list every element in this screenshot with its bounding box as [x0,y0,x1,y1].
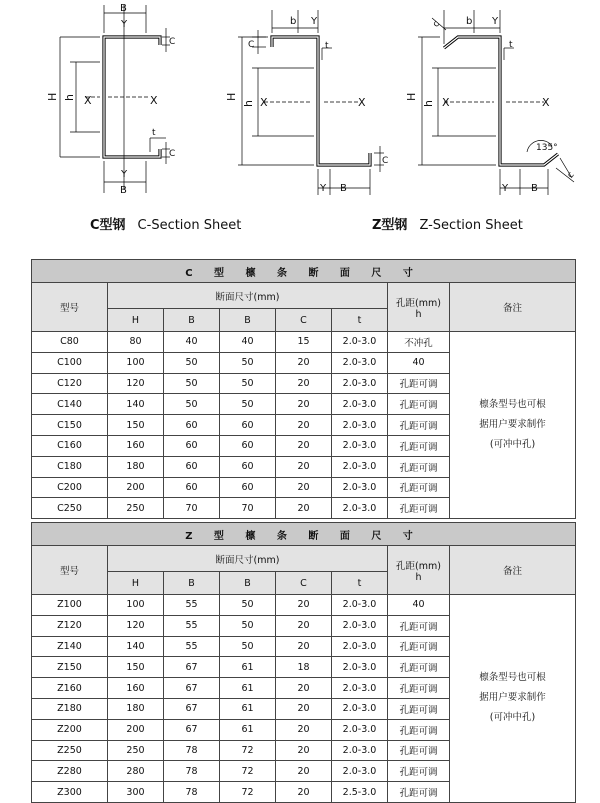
cell: 20 [276,678,332,699]
cell: 78 [164,782,220,803]
cell: 20 [276,456,332,477]
z-label-y-bottom: Y [320,183,327,194]
cell: 78 [164,740,220,761]
c-label-y-top: Y [121,19,128,30]
z-sub-header: H [108,572,164,595]
cell: C100 [32,352,108,373]
cell: 50 [220,636,276,657]
z2-label-h-upper: H [405,92,418,101]
z2-label-x-right: X [542,96,550,109]
cell: 2.0-3.0 [332,740,388,761]
cell: 200 [108,477,164,498]
cell: 72 [220,740,276,761]
cell: 250 [108,740,164,761]
c-label-x-right: X [150,94,158,107]
c-section-table [31,259,576,519]
cell: 100 [108,352,164,373]
cell: 2.0-3.0 [332,394,388,415]
cell: 2.0-3.0 [332,332,388,353]
cell: C180 [32,456,108,477]
z-label-t: t [325,41,329,51]
cell: 孔距可调 [388,415,450,436]
cell: 50 [220,373,276,394]
note-line: 据用户要求制作 [479,692,546,704]
cell: 孔距可调 [388,394,450,415]
z2-label-angle: 135° [536,143,558,153]
cell: 50 [164,352,220,373]
z-sub-header: B [164,572,220,595]
z2-label-y-bottom: Y [502,183,509,194]
cell: Z280 [32,761,108,782]
cell: 70 [220,498,276,519]
cell: 18 [276,657,332,678]
z2-label-b: b [466,16,473,27]
cell: 60 [164,477,220,498]
cell: 2.0-3.0 [332,595,388,616]
c-caption-en: C-Section Sheet [137,218,242,233]
cell: 20 [276,498,332,519]
cell: 20 [276,782,332,803]
cell: 20 [276,615,332,636]
cell: 61 [220,698,276,719]
cell: 100 [108,595,164,616]
z-col-hole-label: 孔距(mm) [396,560,441,572]
cell: 20 [276,394,332,415]
cell: 60 [220,415,276,436]
z-col-hole [388,546,450,595]
c-label-x-left: X [84,94,92,107]
cell: 2.0-3.0 [332,415,388,436]
cell: 50 [220,394,276,415]
cell: 不冲孔 [388,332,450,353]
cell: 67 [164,719,220,740]
table-row [32,595,576,616]
c-col-hole-label: 孔距(mm) [396,297,441,309]
cell: 78 [164,761,220,782]
z-sub-header: B [220,572,276,595]
cell: 20 [276,698,332,719]
cell: 55 [164,595,220,616]
cell: 2.0-3.0 [332,719,388,740]
cell: Z150 [32,657,108,678]
cell: C160 [32,435,108,456]
cell: Z140 [32,636,108,657]
cell: 60 [220,435,276,456]
cell: 61 [220,657,276,678]
z-label-c-top: C [248,40,255,50]
cell: 61 [220,678,276,699]
z2-label-y-top: Y [492,16,499,27]
c-sub-header: B [164,309,220,332]
cell: 40 [220,332,276,353]
c-sub-header: C [276,309,332,332]
cell: 孔距可调 [388,761,450,782]
cell: 67 [164,657,220,678]
cell: 50 [164,373,220,394]
cell: C120 [32,373,108,394]
cell: 40 [164,332,220,353]
c-col-hole-sub: h [415,308,422,320]
cell: 2.0-3.0 [332,636,388,657]
z-label-x-left: X [260,96,268,109]
cell: 120 [108,373,164,394]
z-table-note [450,595,576,803]
cell: 孔距可调 [388,657,450,678]
z-label-h-upper: H [225,92,238,101]
cell: Z180 [32,698,108,719]
z-sub-header: C [276,572,332,595]
z-col-section: 断面尺寸(mm) [108,546,388,572]
z2-label-h-lower: h [422,100,435,107]
cell: 20 [276,719,332,740]
c-sub-header: H [108,309,164,332]
cell: 孔距可调 [388,456,450,477]
z2-label-t: t [509,40,513,50]
cell: Z160 [32,678,108,699]
z-label-x-right: X [358,96,366,109]
cell: 孔距可调 [388,636,450,657]
c-section-caption [90,214,241,233]
cell: 2.0-3.0 [332,498,388,519]
cell: 孔距可调 [388,477,450,498]
cell: 孔距可调 [388,678,450,699]
cell: 2.0-3.0 [332,373,388,394]
cell: 2.5-3.0 [332,782,388,803]
cell: C200 [32,477,108,498]
section-diagrams [0,0,600,245]
cell: 20 [276,435,332,456]
cell: 孔距可调 [388,373,450,394]
cell: 孔距可调 [388,435,450,456]
cell: 孔距可调 [388,698,450,719]
z-label-h-lower: h [242,100,255,107]
cell: 20 [276,761,332,782]
cell: 72 [220,782,276,803]
section-drawings [0,0,600,245]
cell: 55 [164,636,220,657]
cell: 50 [220,352,276,373]
c-label-h-lower: h [63,94,76,101]
z-sub-header: t [332,572,388,595]
z2-label-c-bottom: c [565,170,577,181]
cell: 72 [220,761,276,782]
cell: 2.0-3.0 [332,678,388,699]
z2-label-x-left: X [442,96,450,109]
z-table-title: Z 型 檩 条 断 面 尺 寸 [32,523,576,546]
cell: 2.0-3.0 [332,352,388,373]
cell: 20 [276,415,332,436]
c-label-c-bottom: C [169,149,176,159]
cell: 60 [164,456,220,477]
cell: 160 [108,435,164,456]
cell: 60 [164,415,220,436]
cell: 60 [220,456,276,477]
c-col-note: 备注 [450,283,576,332]
c-label-c-top: C [169,37,176,47]
cell: 孔距可调 [388,498,450,519]
c-label-h-upper: H [46,92,59,101]
cell: 20 [276,477,332,498]
c-label-t: t [152,128,156,138]
c-col-model: 型号 [32,283,108,332]
note-line: 檩条型号也可根 [479,672,546,684]
z-label-b: b [290,16,297,27]
cell: 55 [164,615,220,636]
cell: C150 [32,415,108,436]
cell: 180 [108,698,164,719]
cell: 80 [108,332,164,353]
z-col-model: 型号 [32,546,108,595]
z-caption-cn: Z型钢 [372,218,408,233]
cell: 40 [388,595,450,616]
z2-label-c-top: c [431,19,442,30]
cell: 61 [220,719,276,740]
cell: 200 [108,719,164,740]
cell: 180 [108,456,164,477]
cell: 2.0-3.0 [332,761,388,782]
z-section-caption [372,214,523,233]
note-line: (可冲中孔) [489,439,536,451]
c-col-section: 断面尺寸(mm) [108,283,388,309]
note-line: (可冲中孔) [489,712,536,724]
c-label-y-bottom: Y [121,169,128,180]
cell: 15 [276,332,332,353]
z-label-b-bottom: B [340,183,347,194]
z-label-y-top: Y [311,16,318,27]
cell: C140 [32,394,108,415]
cell: Z200 [32,719,108,740]
cell: 2.0-3.0 [332,615,388,636]
z-caption-en: Z-Section Sheet [419,218,523,233]
cell: 250 [108,498,164,519]
c-caption-cn: C型钢 [90,218,126,233]
cell: 280 [108,761,164,782]
cell: 120 [108,615,164,636]
c-table-title: C 型 檩 条 断 面 尺 寸 [32,260,576,283]
cell: 2.0-3.0 [332,456,388,477]
c-sub-header: t [332,309,388,332]
c-table-note [450,332,576,519]
cell: 50 [164,394,220,415]
cell: 67 [164,678,220,699]
z-section-table [31,522,576,803]
cell: 40 [388,352,450,373]
cell: 160 [108,678,164,699]
cell: 300 [108,782,164,803]
cell: 20 [276,595,332,616]
cell: 2.0-3.0 [332,435,388,456]
cell: 孔距可调 [388,740,450,761]
cell: 140 [108,394,164,415]
cell: 150 [108,415,164,436]
cell: Z100 [32,595,108,616]
cell: 60 [164,435,220,456]
cell: 2.0-3.0 [332,477,388,498]
z-col-hole-sub: h [415,571,422,583]
cell: 20 [276,373,332,394]
cell: Z120 [32,615,108,636]
cell: 孔距可调 [388,782,450,803]
cell: 20 [276,636,332,657]
cell: C250 [32,498,108,519]
cell: 孔距可调 [388,719,450,740]
cell: 140 [108,636,164,657]
cell: Z300 [32,782,108,803]
cell: 70 [164,498,220,519]
cell: 20 [276,352,332,373]
table-row [32,332,576,353]
note-line: 檩条型号也可根 [479,399,546,411]
z-label-c-bottom: C [382,156,389,166]
cell: 150 [108,657,164,678]
cell: 60 [220,477,276,498]
cell: 50 [220,615,276,636]
cell: 孔距可调 [388,615,450,636]
c-label-b-bottom: B [120,185,127,196]
c-label-b: B [120,3,127,14]
note-line: 据用户要求制作 [479,419,546,431]
cell: 50 [220,595,276,616]
c-col-hole [388,283,450,332]
cell: 67 [164,698,220,719]
z-col-note: 备注 [450,546,576,595]
cell: C80 [32,332,108,353]
c-sub-header: B [220,309,276,332]
z2-label-b-bottom: B [531,183,538,194]
cell: Z250 [32,740,108,761]
cell: 20 [276,740,332,761]
cell: 2.0-3.0 [332,657,388,678]
cell: 2.0-3.0 [332,698,388,719]
